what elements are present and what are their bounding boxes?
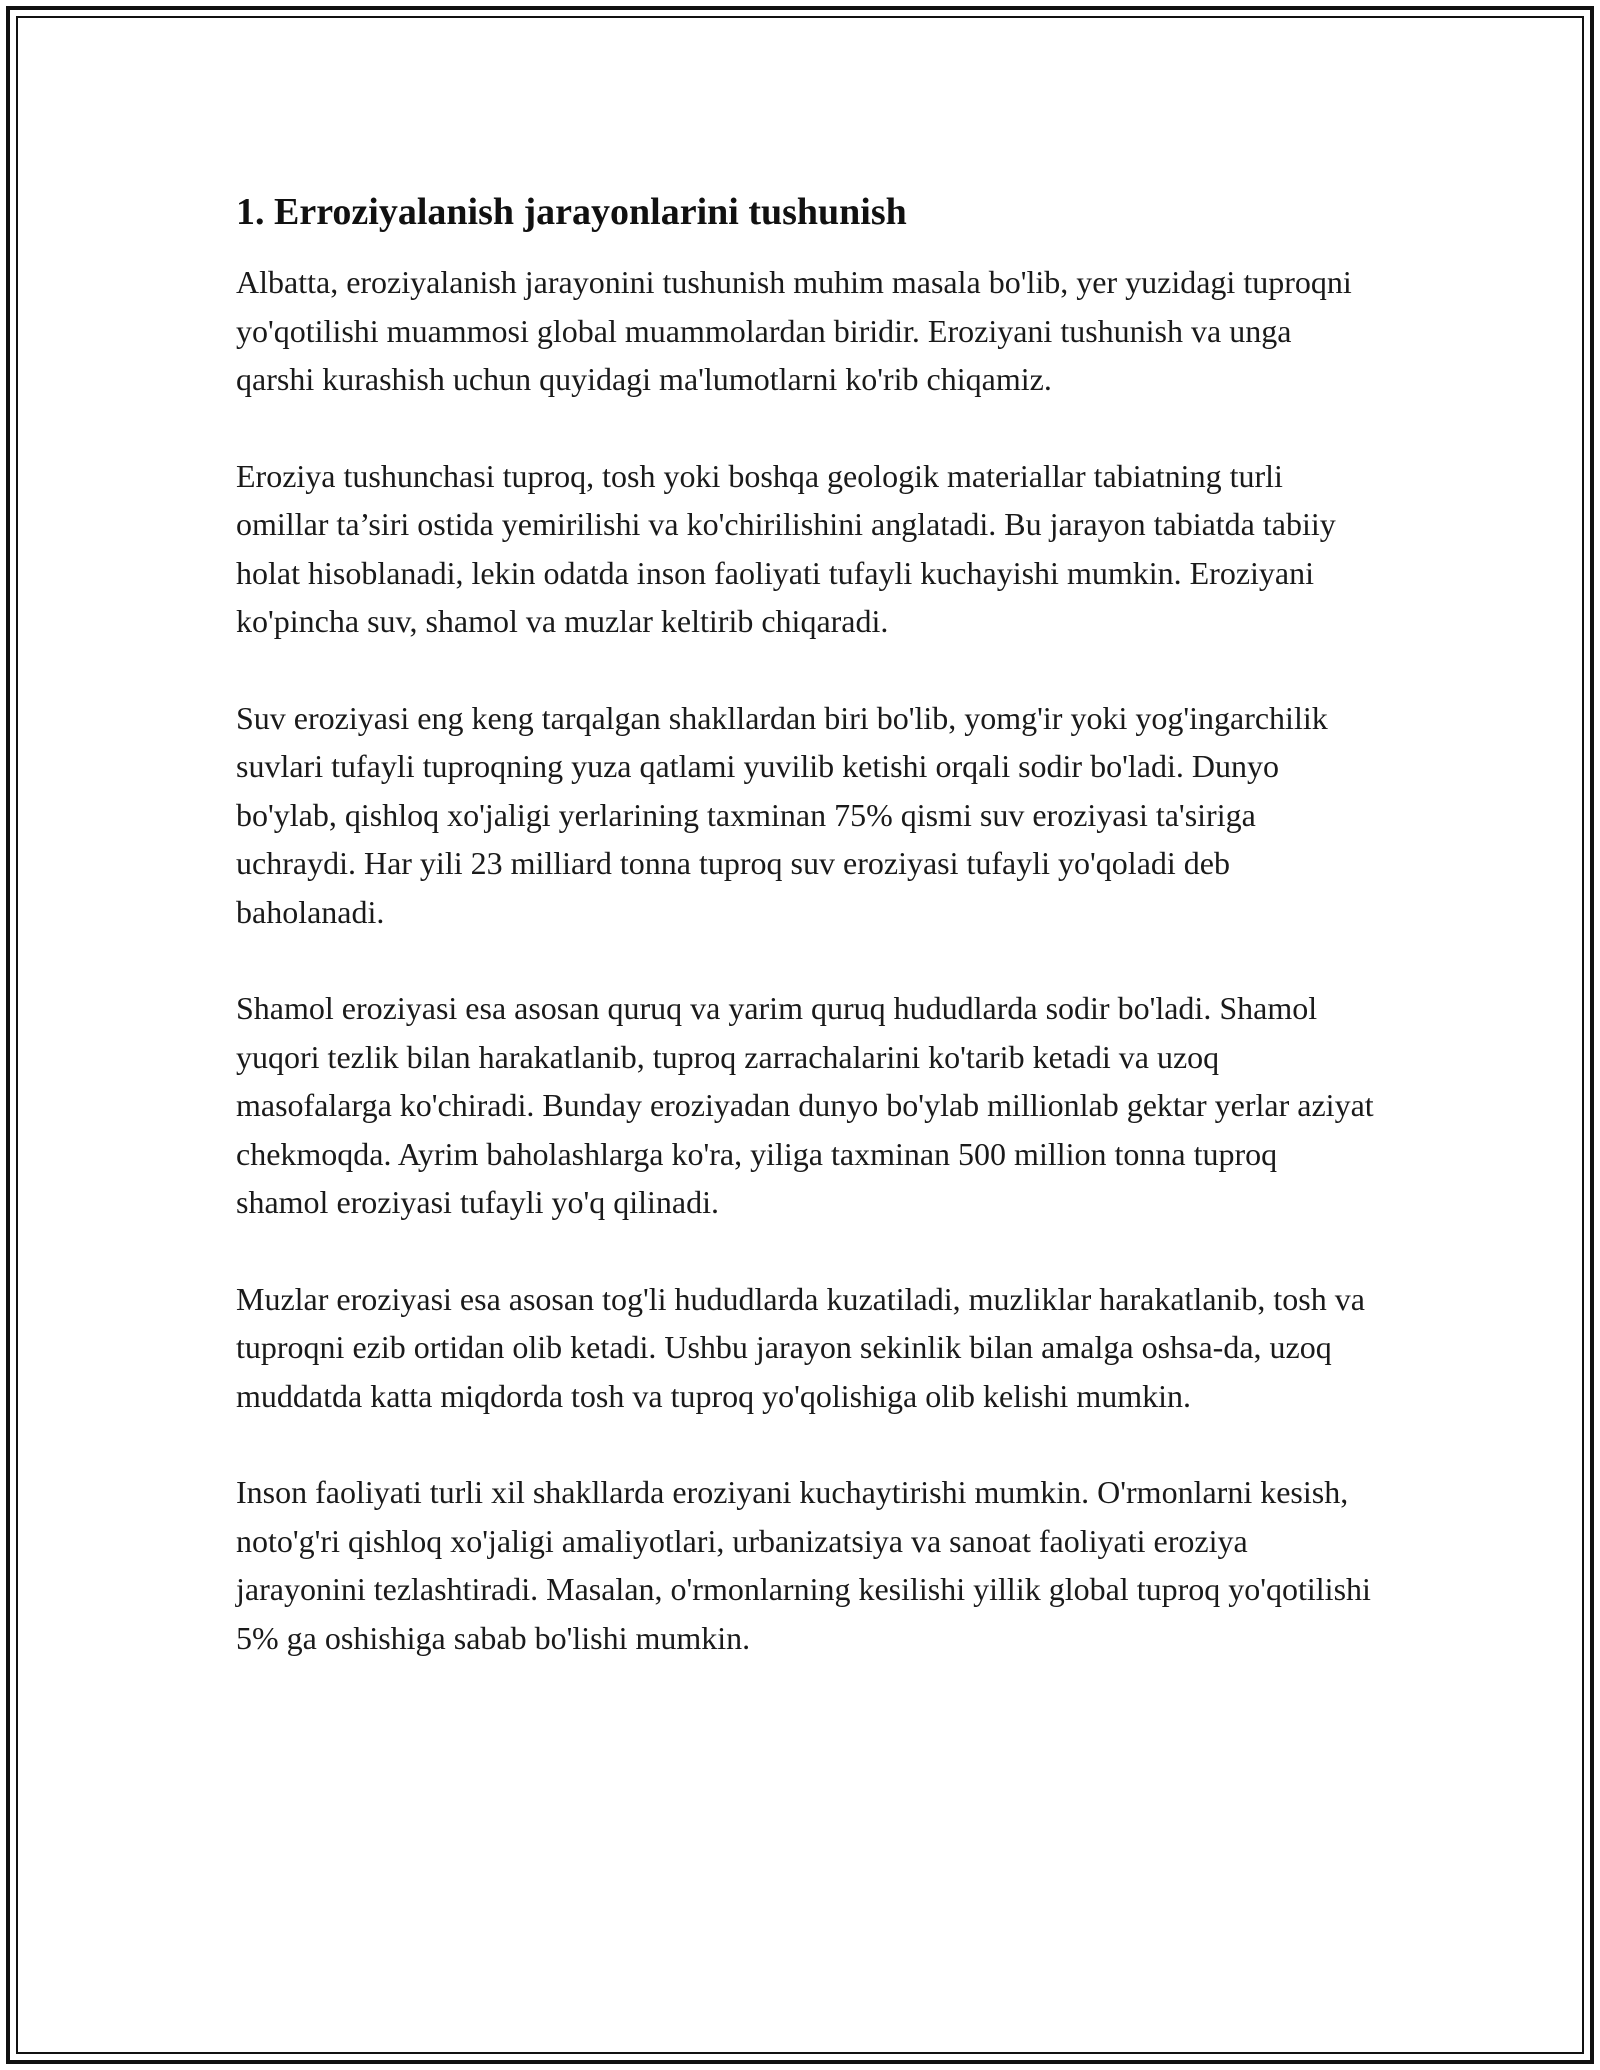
paragraph-erosion-definition: Eroziya tushunchasi tuproq, tosh yoki boshqa geologik materiallar tabiatning turli omillar ta’siri ostida yemirilishi va ko'chirilishini anglatadi. Bu jarayon tabiatda tabiiy holat hisoblanadi, lekin odatda inson faoliyati tufayli kuchayishi mumkin. Eroziyani ko'pincha suv, shamol va muzlar keltirib chiqaradi. bbox=[236, 457, 1336, 639]
paragraph-wind-erosion: Shamol eroziyasi esa asosan quruq va yarim quruq hududlarda sodir bo'ladi. Shamol yuqori tezlik bilan harakatlanib, tuproq zarrachalarini ko'tarib ketadi va uzoq masofalarga ko'chiradi. Bunday eroziyadan dunyo bo'ylab millionlab gektar yerlar aziyat chekmoqda. Ayrim baholashlarga ko'ra, yiliga taxminan 500 million tonna tuproq shamol eroziyasi tufayli yo'q qilinadi. bbox=[236, 990, 1374, 1220]
document-body bbox=[236, 186, 1376, 1710]
section-heading: 1. Erroziyalanish jarayonlarini tushunish bbox=[236, 191, 907, 233]
paragraph-water-erosion: Suv eroziyasi eng keng tarqalgan shakllardan biri bo'lib, yomg'ir yoki yog'ingarchilik suvlari tufayli tuproqning yuza qatlami yuvilib ketishi orqali sodir bo'ladi. Dunyo bo'ylab, qishloq xo'jaligi yerlarining taxminan 75% qismi suv eroziyasi ta'siriga uchraydi. Har yili 23 milliard tonna tuproq suv eroziyasi tufayli yo'qoladi deb baholanadi. bbox=[236, 699, 1328, 930]
paragraph-human-activity: Inson faoliyati turli xil shakllarda eroziyani kuchaytirishi mumkin. O'rmonlarni kesish, noto'g'ri qishloq xo'jaligi amaliyotlari, urbanizatsiya va sanoat faoliyati eroziya jarayonini tezlashtiradi. Masalan, o'rmonlarning kesilishi yillik global tuproq yo'qotilishi 5% ga oshishiga sabab bo'lishi mumkin. bbox=[236, 1474, 1371, 1656]
paragraph-intro: Albatta, eroziyalanish jarayonini tushunish muhim masala bo'lib, yer yuzidagi tuproqni yo'qotilishi muammosi global muammolardan biridir. Eroziyani tushunish va unga qarshi kurashish uchun quyidagi ma'lumotlarni ko'rib chiqamiz. bbox=[236, 264, 1352, 397]
paragraph-glacial-erosion: Muzlar eroziyasi esa asosan tog'li hududlarda kuzatiladi, muzliklar harakatlanib, tosh va tuproqni ezib ortidan olib ketadi. Ushbu jarayon sekinlik bilan amalga oshsa-da, uzoq muddatda katta miqdorda tosh va tuproq yo'qolishiga olib kelishi mumkin. bbox=[236, 1280, 1365, 1414]
